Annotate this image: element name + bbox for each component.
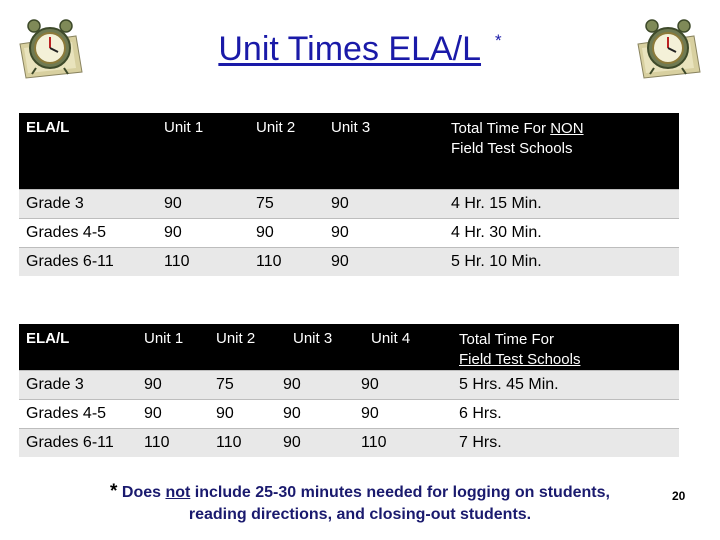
header-total-time	[452, 324, 679, 371]
table-row	[19, 400, 679, 429]
cell-grade: Grades 4-5	[19, 219, 157, 248]
cell-grade: Grades 6-11	[19, 429, 137, 458]
cell-unit-3: 90	[276, 429, 354, 458]
table-row	[19, 371, 679, 400]
table-row	[19, 219, 679, 248]
cell-unit-1: 90	[157, 190, 249, 219]
header-total-line2: Field Test Schools	[459, 351, 581, 368]
table-header-row	[19, 324, 679, 371]
title-text: Unit Times ELA/L	[218, 30, 482, 68]
header-unit-2: Unit 2	[209, 324, 276, 371]
cell-unit-4: 90	[354, 400, 452, 429]
cell-unit-1: 90	[157, 219, 249, 248]
footnote-part2: include 25-30 minutes needed for logging on students,	[190, 484, 610, 501]
cell-grade: Grade 3	[19, 371, 137, 400]
header-total-line2: Field Test Schools	[451, 140, 573, 157]
cell-total: 4 Hr. 15 Min.	[444, 190, 679, 219]
cell-unit-3: 90	[276, 400, 354, 429]
cell-unit-2: 90	[209, 400, 276, 429]
header-unit-2: Unit 2	[249, 113, 324, 190]
cell-unit-1: 90	[137, 400, 209, 429]
cell-unit-2: 90	[249, 219, 324, 248]
header-total-text: Total Time For	[459, 331, 555, 348]
cell-unit-2: 110	[209, 429, 276, 458]
page-number: 20	[672, 489, 686, 503]
table-header-row	[19, 113, 679, 190]
cell-total: 5 Hrs. 45 Min.	[452, 371, 679, 400]
cell-unit-3: 90	[324, 190, 444, 219]
cell-total: 5 Hr. 10 Min.	[444, 248, 679, 277]
field-test-table	[19, 324, 679, 457]
cell-unit-1: 90	[137, 371, 209, 400]
cell-grade: Grades 4-5	[19, 400, 137, 429]
table-row	[19, 429, 679, 458]
cell-total: 6 Hrs.	[452, 400, 679, 429]
cell-total: 4 Hr. 30 Min.	[444, 219, 679, 248]
cell-unit-4: 90	[354, 371, 452, 400]
cell-grade: Grades 6-11	[19, 248, 157, 277]
header-unit-4: Unit 4	[354, 324, 452, 371]
table-row	[19, 248, 679, 277]
footnote-emphasis: not	[165, 484, 191, 501]
cell-unit-2: 75	[209, 371, 276, 400]
cell-unit-2: 110	[249, 248, 324, 277]
cell-unit-4: 110	[354, 429, 452, 458]
title-asterisk: *	[495, 31, 502, 50]
header-subject: ELA/L	[19, 324, 137, 371]
non-field-test-table	[19, 113, 679, 276]
header-unit-1: Unit 1	[157, 113, 249, 190]
header-unit-3: Unit 3	[276, 324, 354, 371]
cell-unit-3: 90	[324, 248, 444, 277]
cell-unit-2: 75	[249, 190, 324, 219]
table-row	[19, 190, 679, 219]
header-unit-1: Unit 1	[137, 324, 209, 371]
footnote-asterisk: *	[110, 481, 118, 502]
footnote	[60, 481, 660, 526]
header-total-text: Total Time For	[451, 120, 551, 137]
cell-unit-1: 110	[137, 429, 209, 458]
footnote-part1: Does	[117, 484, 166, 501]
alarm-clock-icon	[634, 14, 704, 80]
header-unit-3: Unit 3	[324, 113, 444, 190]
header-non-text: NON	[550, 120, 584, 137]
header-total-time	[444, 113, 679, 190]
alarm-clock-icon	[16, 14, 86, 80]
cell-unit-1: 110	[157, 248, 249, 277]
header-subject: ELA/L	[19, 113, 157, 190]
cell-grade: Grade 3	[19, 190, 157, 219]
footnote-line2: reading directions, and closing-out students.	[188, 506, 532, 523]
cell-unit-3: 90	[276, 371, 354, 400]
cell-total: 7 Hrs.	[452, 429, 679, 458]
cell-unit-3: 90	[324, 219, 444, 248]
slide-title	[0, 30, 720, 69]
